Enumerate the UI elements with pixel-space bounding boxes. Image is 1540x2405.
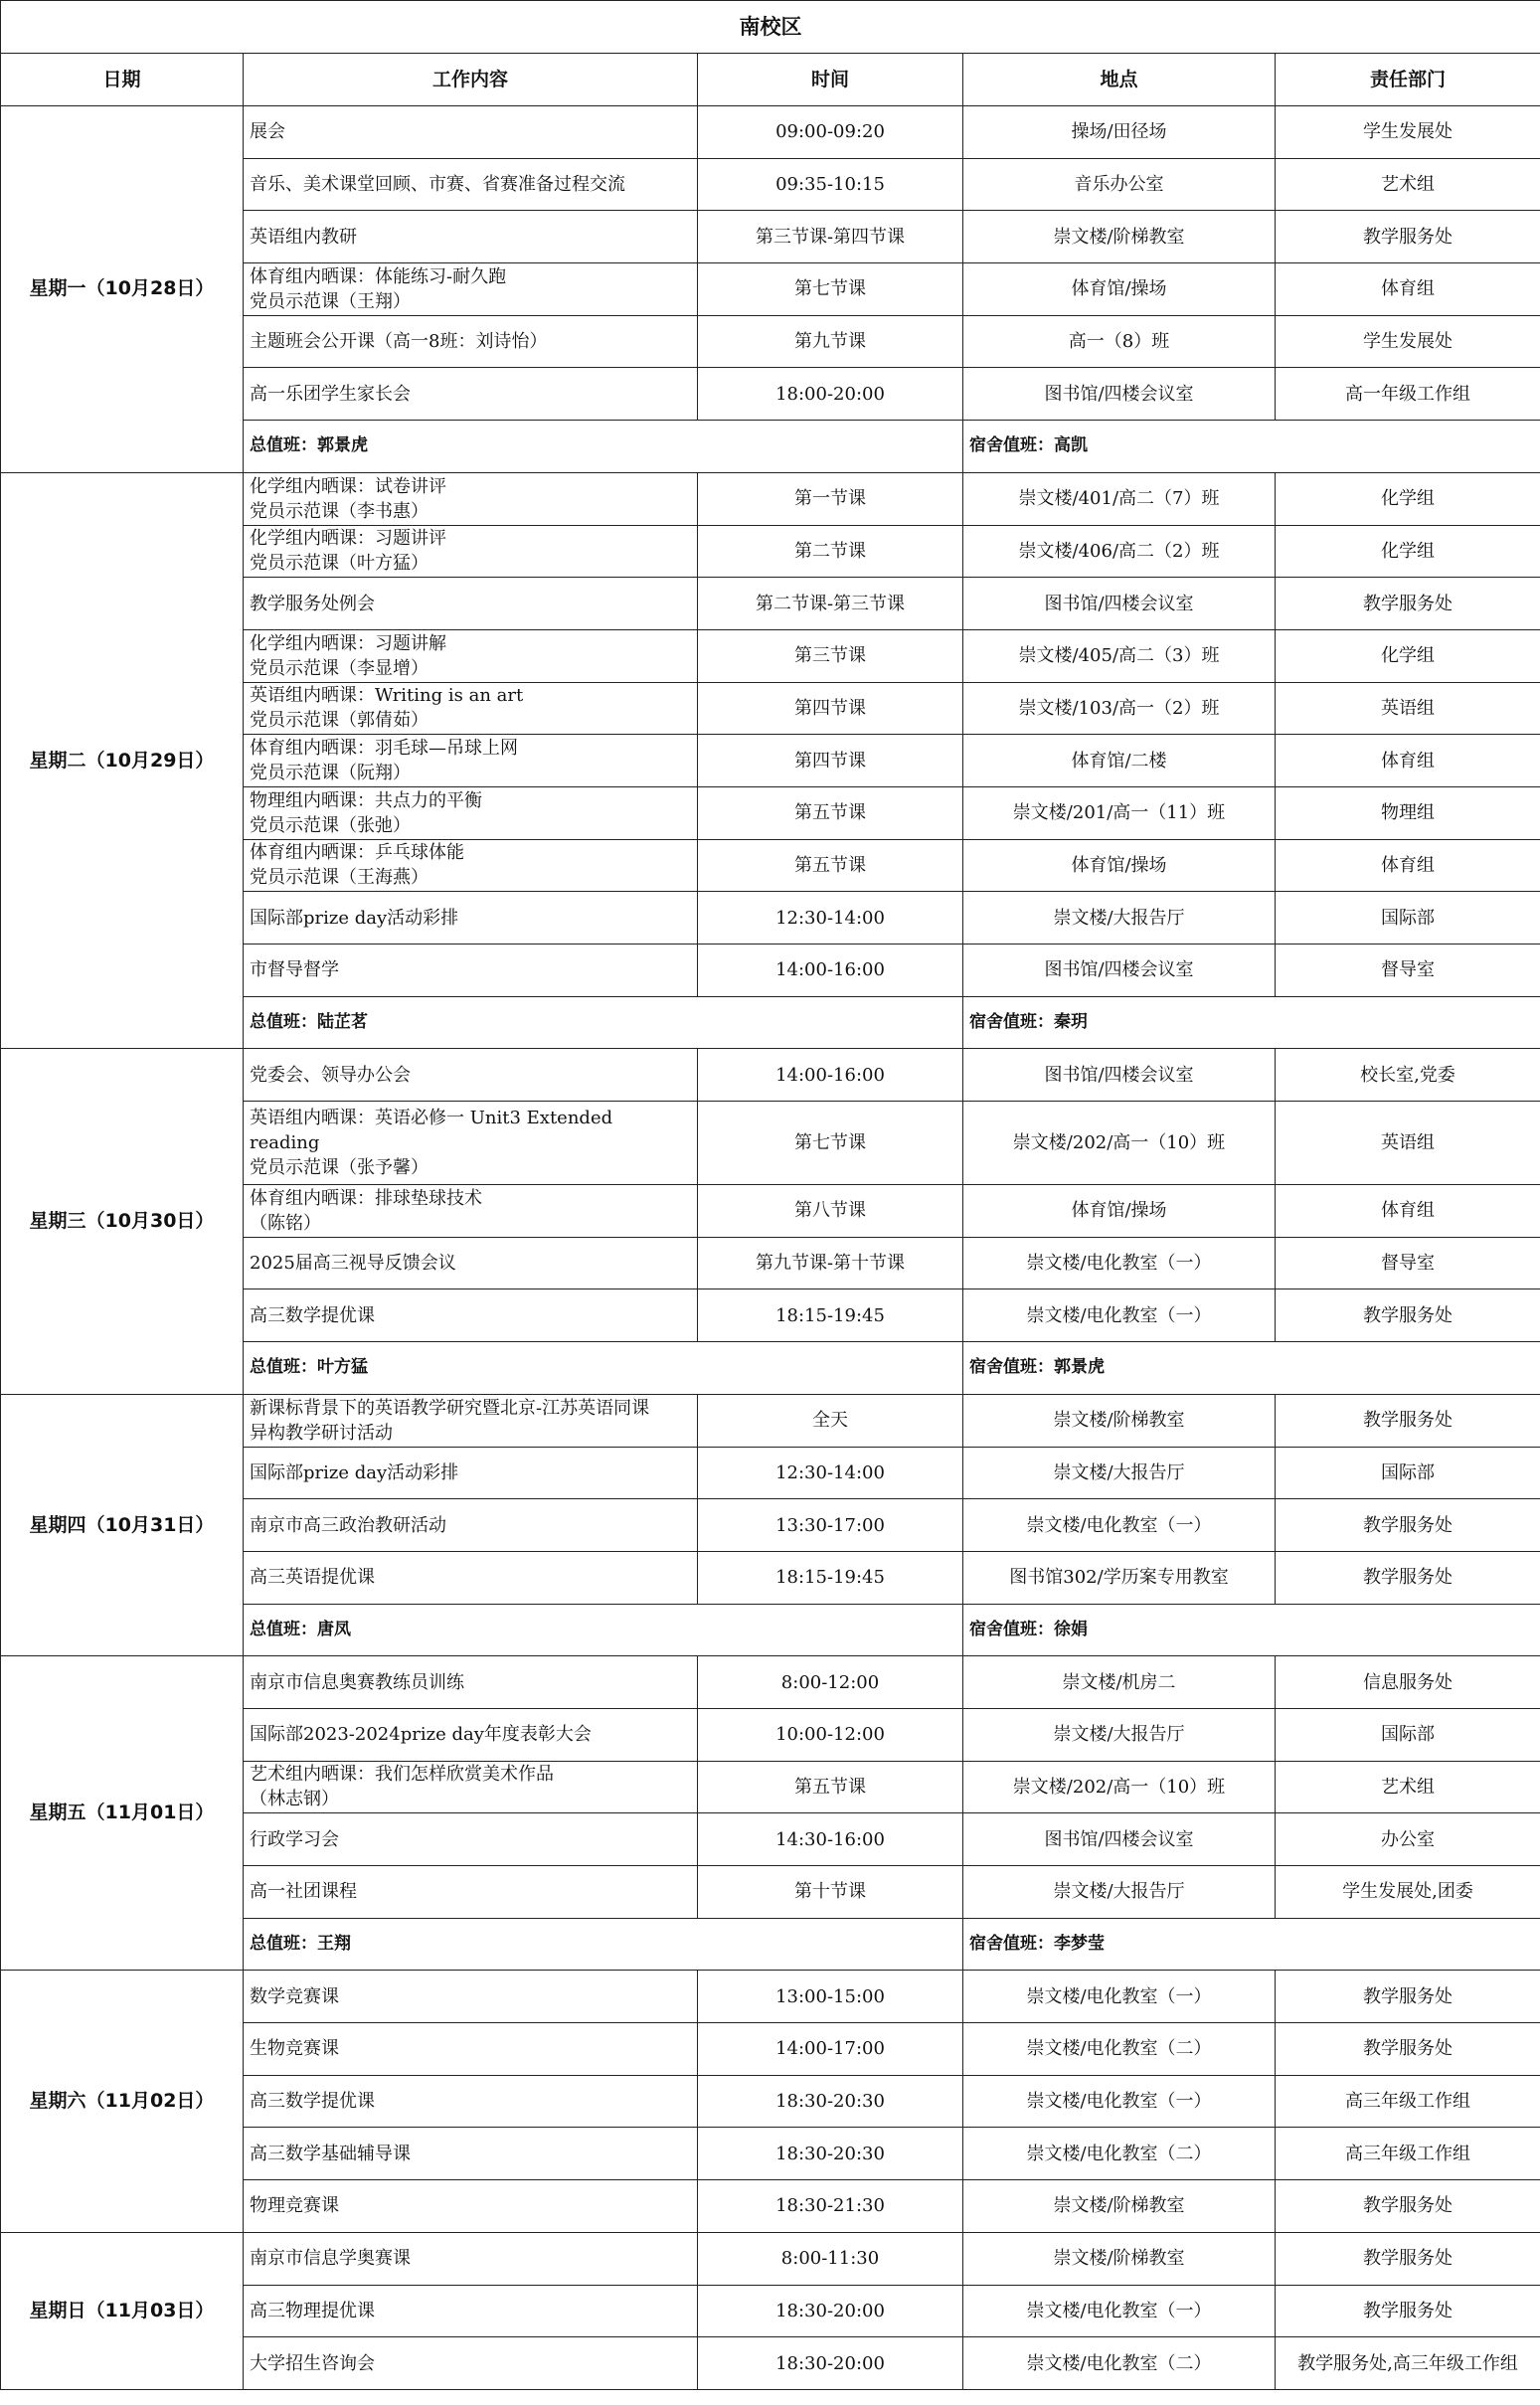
place-cell: 图书馆/四楼会议室 [963, 945, 1276, 997]
time-cell: 第二节课-第三节课 [698, 578, 963, 630]
time-cell: 8:00-12:00 [698, 1656, 963, 1709]
work-content-cell: 2025届高三视导反馈会议 [244, 1237, 698, 1289]
duty-officer: 总值班：郭景虎 [244, 421, 963, 473]
work-content-cell: 南京市信息奥赛教练员训练 [244, 1656, 698, 1709]
header-date: 日期 [1, 54, 244, 106]
place-cell: 崇文楼/电化教室（一） [963, 2285, 1276, 2337]
dept-cell: 国际部 [1276, 1708, 1540, 1761]
place-cell: 崇文楼/电化教室（二） [963, 2128, 1276, 2180]
place-cell: 崇文楼/大报告厅 [963, 892, 1276, 945]
place-cell: 崇文楼/103/高一（2）班 [963, 682, 1276, 735]
time-cell: 12:30-14:00 [698, 892, 963, 945]
place-cell: 高一（8）班 [963, 315, 1276, 368]
dept-cell: 艺术组 [1276, 158, 1540, 211]
duty-officer: 总值班：叶方猛 [244, 1342, 963, 1395]
place-cell: 体育馆/操场 [963, 839, 1276, 892]
header-time: 时间 [698, 54, 963, 106]
duty-officer: 总值班：唐凤 [244, 1604, 963, 1656]
work-content-cell: 生物竞赛课 [244, 2023, 698, 2076]
time-cell: 13:00-15:00 [698, 1971, 963, 2023]
dept-cell: 化学组 [1276, 629, 1540, 682]
day-label: 星期三（10月30日） [1, 1049, 244, 1394]
place-cell: 崇文楼/电化教室（二） [963, 2023, 1276, 2076]
work-content-cell: 党委会、领导办公会 [244, 1049, 698, 1102]
day-label: 星期五（11月01日） [1, 1656, 244, 1971]
place-cell: 崇文楼/电化教室（一） [963, 2075, 1276, 2128]
place-cell: 图书馆/四楼会议室 [963, 1049, 1276, 1102]
place-cell: 崇文楼/406/高二（2）班 [963, 525, 1276, 578]
work-content-cell: 高三数学基础辅导课 [244, 2128, 698, 2180]
dept-cell: 高三年级工作组 [1276, 2075, 1540, 2128]
header-dept: 责任部门 [1276, 54, 1540, 106]
place-cell: 图书馆/四楼会议室 [963, 578, 1276, 630]
duty-officer: 总值班：陆芷茗 [244, 996, 963, 1049]
place-cell: 音乐办公室 [963, 158, 1276, 211]
dept-cell: 体育组 [1276, 735, 1540, 787]
place-cell: 体育馆/二楼 [963, 735, 1276, 787]
work-content-cell: 高三数学提优课 [244, 2075, 698, 2128]
day-label: 星期日（11月03日） [1, 2232, 244, 2389]
work-content-cell: 行政学习会 [244, 1813, 698, 1866]
schedule-row [1, 1394, 1540, 1447]
time-cell: 第五节课 [698, 839, 963, 892]
header-row [1, 54, 1540, 106]
work-content-cell: 化学组内晒课：试卷讲评 党员示范课（李书惠） [244, 472, 698, 525]
time-cell: 18:00-20:00 [698, 368, 963, 421]
dept-cell: 高一年级工作组 [1276, 368, 1540, 421]
work-content-cell: 体育组内晒课：排球垫球技术 （陈铭） [244, 1185, 698, 1238]
work-content-cell: 高三物理提优课 [244, 2285, 698, 2337]
place-cell: 崇文楼/202/高一（10）班 [963, 1761, 1276, 1813]
time-cell: 09:35-10:15 [698, 158, 963, 211]
dorm-duty-officer: 宿舍值班：李梦莹 [963, 1918, 1540, 1971]
time-cell: 第三节课 [698, 629, 963, 682]
dept-cell: 督导室 [1276, 945, 1540, 997]
work-content-cell: 市督导督学 [244, 945, 698, 997]
dept-cell: 教学服务处 [1276, 578, 1540, 630]
work-content-cell: 化学组内晒课：习题讲评 党员示范课（叶方猛） [244, 525, 698, 578]
place-cell: 崇文楼/大报告厅 [963, 1866, 1276, 1919]
time-cell: 第四节课 [698, 735, 963, 787]
dept-cell: 化学组 [1276, 525, 1540, 578]
schedule-row [1, 1971, 1540, 2023]
time-cell: 8:00-11:30 [698, 2232, 963, 2285]
dept-cell: 督导室 [1276, 1237, 1540, 1289]
time-cell: 第七节课 [698, 1102, 963, 1185]
work-content-cell: 主题班会公开课（高一8班：刘诗怡） [244, 315, 698, 368]
work-content-cell: 化学组内晒课：习题讲解 党员示范课（李显增） [244, 629, 698, 682]
work-content-cell: 教学服务处例会 [244, 578, 698, 630]
dept-cell: 学生发展处 [1276, 106, 1540, 159]
duty-officer: 总值班：王翔 [244, 1918, 963, 1971]
time-cell: 18:30-20:00 [698, 2285, 963, 2337]
schedule-row [1, 106, 1540, 159]
place-cell: 崇文楼/电化教室（二） [963, 2337, 1276, 2390]
work-content-cell: 物理组内晒课：共点力的平衡 党员示范课（张弛） [244, 786, 698, 839]
time-cell: 第二节课 [698, 525, 963, 578]
place-cell: 崇文楼/电化教室（一） [963, 1289, 1276, 1342]
dept-cell: 学生发展处 [1276, 315, 1540, 368]
time-cell: 第五节课 [698, 1761, 963, 1813]
time-cell: 14:00-17:00 [698, 2023, 963, 2076]
place-cell: 崇文楼/大报告厅 [963, 1447, 1276, 1499]
dept-cell: 体育组 [1276, 263, 1540, 316]
work-content-cell: 新课标背景下的英语教学研究暨北京-江苏英语同课 异构教学研讨活动 [244, 1394, 698, 1447]
work-content-cell: 英语组内晒课：英语必修一 Unit3 Extended reading 党员示范课（张予馨） [244, 1102, 698, 1185]
place-cell: 崇文楼/202/高一（10）班 [963, 1102, 1276, 1185]
work-content-cell: 高一乐团学生家长会 [244, 368, 698, 421]
time-cell: 09:00-09:20 [698, 106, 963, 159]
time-cell: 第八节课 [698, 1185, 963, 1238]
place-cell: 崇文楼/201/高一（11）班 [963, 786, 1276, 839]
work-content-cell: 高三数学提优课 [244, 1289, 698, 1342]
time-cell: 第五节课 [698, 786, 963, 839]
work-content-cell: 高一社团课程 [244, 1866, 698, 1919]
work-content-cell: 数学竞赛课 [244, 1971, 698, 2023]
work-content-cell: 音乐、美术课堂回顾、市赛、省赛准备过程交流 [244, 158, 698, 211]
time-cell: 10:00-12:00 [698, 1708, 963, 1761]
dorm-duty-officer: 宿舍值班：秦玥 [963, 996, 1540, 1049]
time-cell: 第三节课-第四节课 [698, 211, 963, 263]
table-title: 南校区 [1, 1, 1540, 54]
place-cell: 图书馆/四楼会议室 [963, 368, 1276, 421]
schedule-row [1, 472, 1540, 525]
dept-cell: 国际部 [1276, 892, 1540, 945]
place-cell: 崇文楼/阶梯教室 [963, 211, 1276, 263]
dept-cell: 校长室,党委 [1276, 1049, 1540, 1102]
place-cell: 崇文楼/401/高二（7）班 [963, 472, 1276, 525]
work-content-cell: 大学招生咨询会 [244, 2337, 698, 2390]
dept-cell: 英语组 [1276, 1102, 1540, 1185]
time-cell: 18:30-20:30 [698, 2128, 963, 2180]
time-cell: 第一节课 [698, 472, 963, 525]
time-cell: 13:30-17:00 [698, 1499, 963, 1552]
work-content-cell: 英语组内晒课：Writing is an art 党员示范课（郭倩茹） [244, 682, 698, 735]
work-content-cell: 物理竞赛课 [244, 2180, 698, 2233]
time-cell: 14:00-16:00 [698, 1049, 963, 1102]
time-cell: 第七节课 [698, 263, 963, 316]
place-cell: 操场/田径场 [963, 106, 1276, 159]
work-content-cell: 体育组内晒课：体能练习-耐久跑 党员示范课（王翔） [244, 263, 698, 316]
time-cell: 第四节课 [698, 682, 963, 735]
work-content-cell: 体育组内晒课：乒乓球体能 党员示范课（王海燕） [244, 839, 698, 892]
dorm-duty-officer: 宿舍值班：郭景虎 [963, 1342, 1540, 1395]
place-cell: 崇文楼/大报告厅 [963, 1708, 1276, 1761]
dept-cell: 国际部 [1276, 1447, 1540, 1499]
dept-cell: 信息服务处 [1276, 1656, 1540, 1709]
dept-cell: 体育组 [1276, 1185, 1540, 1238]
dept-cell: 体育组 [1276, 839, 1540, 892]
dept-cell: 教学服务处 [1276, 1551, 1540, 1604]
dept-cell: 教学服务处 [1276, 1971, 1540, 2023]
day-label: 星期一（10月28日） [1, 106, 244, 473]
place-cell: 崇文楼/电化教室（一） [963, 1499, 1276, 1552]
header-place: 地点 [963, 54, 1276, 106]
work-content-cell: 展会 [244, 106, 698, 159]
time-cell: 14:30-16:00 [698, 1813, 963, 1866]
dept-cell: 教学服务处 [1276, 2023, 1540, 2076]
time-cell: 第十节课 [698, 1866, 963, 1919]
dept-cell: 高三年级工作组 [1276, 2128, 1540, 2180]
day-label: 星期六（11月02日） [1, 1971, 244, 2232]
dept-cell: 教学服务处 [1276, 2232, 1540, 2285]
place-cell: 体育馆/操场 [963, 1185, 1276, 1238]
dept-cell: 办公室 [1276, 1813, 1540, 1866]
dorm-duty-officer: 宿舍值班：徐娟 [963, 1604, 1540, 1656]
schedule-body [1, 106, 1540, 2390]
time-cell: 14:00-16:00 [698, 945, 963, 997]
dept-cell: 教学服务处 [1276, 1499, 1540, 1552]
time-cell: 18:15-19:45 [698, 1551, 963, 1604]
day-label: 星期四（10月31日） [1, 1394, 244, 1655]
dept-cell: 教学服务处 [1276, 2285, 1540, 2337]
work-content-cell: 英语组内教研 [244, 211, 698, 263]
work-content-cell: 高三英语提优课 [244, 1551, 698, 1604]
schedule-row [1, 1656, 1540, 1709]
dept-cell: 化学组 [1276, 472, 1540, 525]
work-content-cell: 国际部2023-2024prize day年度表彰大会 [244, 1708, 698, 1761]
dept-cell: 教学服务处 [1276, 1394, 1540, 1447]
place-cell: 图书馆302/学历案专用教室 [963, 1551, 1276, 1604]
dept-cell: 教学服务处 [1276, 211, 1540, 263]
place-cell: 崇文楼/405/高二（3）班 [963, 629, 1276, 682]
place-cell: 崇文楼/电化教室（一） [963, 1237, 1276, 1289]
dept-cell: 教学服务处 [1276, 1289, 1540, 1342]
schedule-row [1, 1049, 1540, 1102]
time-cell: 18:30-20:30 [698, 2075, 963, 2128]
time-cell: 18:30-20:00 [698, 2337, 963, 2390]
work-content-cell: 国际部prize day活动彩排 [244, 1447, 698, 1499]
schedule-row [1, 2232, 1540, 2285]
dept-cell: 英语组 [1276, 682, 1540, 735]
dorm-duty-officer: 宿舍值班：高凯 [963, 421, 1540, 473]
place-cell: 图书馆/四楼会议室 [963, 1813, 1276, 1866]
place-cell: 崇文楼/阶梯教室 [963, 2180, 1276, 2233]
header-work: 工作内容 [244, 54, 698, 106]
work-content-cell: 国际部prize day活动彩排 [244, 892, 698, 945]
day-label: 星期二（10月29日） [1, 472, 244, 1049]
time-cell: 第九节课-第十节课 [698, 1237, 963, 1289]
time-cell: 18:30-21:30 [698, 2180, 963, 2233]
work-content-cell: 艺术组内晒课：我们怎样欣赏美术作品 （林志钢） [244, 1761, 698, 1813]
place-cell: 崇文楼/阶梯教室 [963, 2232, 1276, 2285]
dept-cell: 学生发展处,团委 [1276, 1866, 1540, 1919]
place-cell: 崇文楼/阶梯教室 [963, 1394, 1276, 1447]
work-content-cell: 南京市信息学奥赛课 [244, 2232, 698, 2285]
time-cell: 第九节课 [698, 315, 963, 368]
time-cell: 18:15-19:45 [698, 1289, 963, 1342]
time-cell: 全天 [698, 1394, 963, 1447]
dept-cell: 教学服务处 [1276, 2180, 1540, 2233]
time-cell: 12:30-14:00 [698, 1447, 963, 1499]
work-content-cell: 体育组内晒课：羽毛球—吊球上网 党员示范课（阮翔） [244, 735, 698, 787]
dept-cell: 教学服务处,高三年级工作组 [1276, 2337, 1540, 2390]
dept-cell: 艺术组 [1276, 1761, 1540, 1813]
place-cell: 体育馆/操场 [963, 263, 1276, 316]
work-content-cell: 南京市高三政治教研活动 [244, 1499, 698, 1552]
place-cell: 崇文楼/电化教室（一） [963, 1971, 1276, 2023]
dept-cell: 物理组 [1276, 786, 1540, 839]
place-cell: 崇文楼/机房二 [963, 1656, 1276, 1709]
